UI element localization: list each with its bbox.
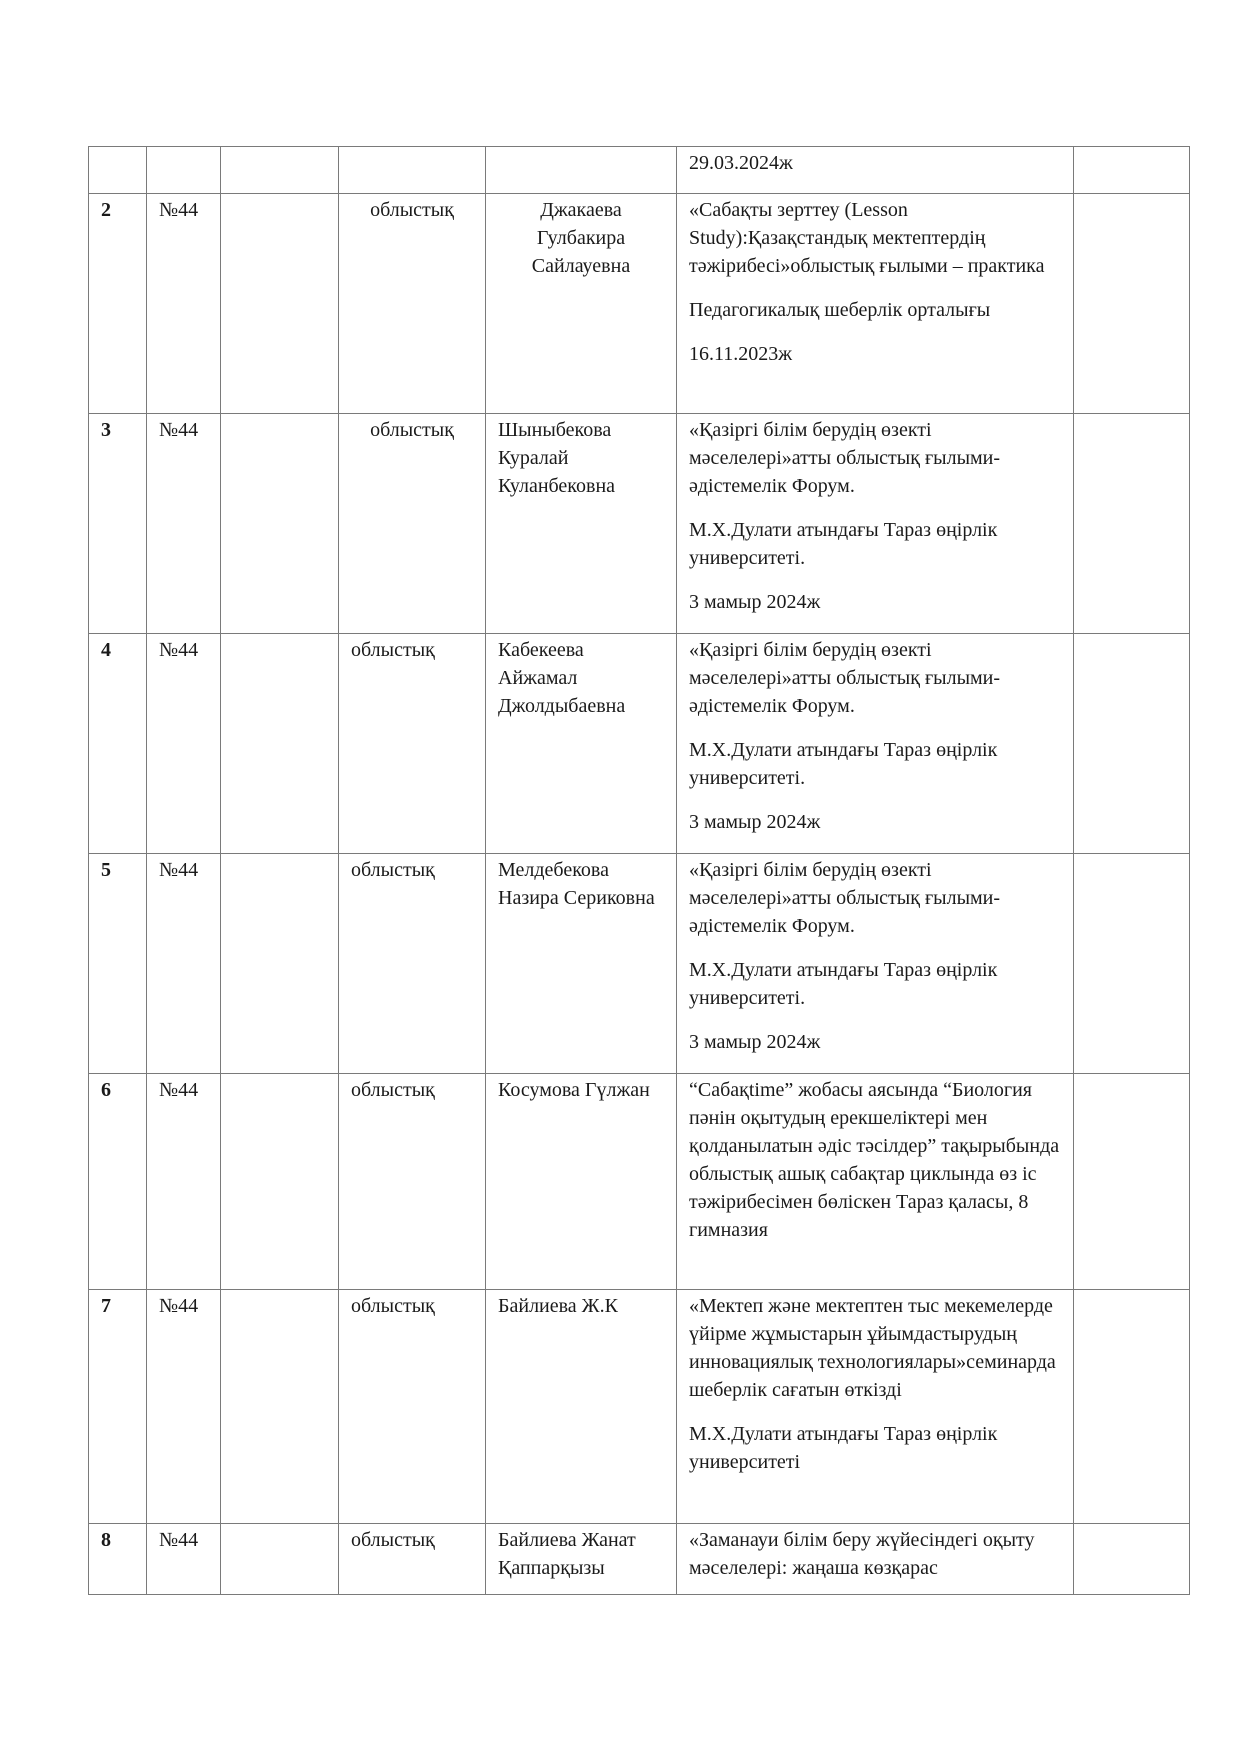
event-cell: [677, 1290, 1074, 1524]
note-cell: [1074, 854, 1190, 1074]
event-line: «Сабақты зерттеу (Lesson Study):Қазақстандық мектептердің тәжірибесі»облыстық ғылыми – практика: [689, 199, 1045, 277]
level-cell: облыстық: [339, 194, 486, 414]
participant-name-cell: [486, 147, 677, 194]
participant-name-cell: Шыныбекова Куралай Куланбековна: [486, 414, 677, 634]
event-cell: [677, 414, 1074, 634]
level-cell: облыстық: [339, 1290, 486, 1524]
row-number-cell: 8: [89, 1524, 147, 1595]
level-cell: [339, 147, 486, 194]
row-number-cell: 3: [89, 414, 147, 634]
blank-cell: [221, 194, 339, 414]
school-cell: №44: [147, 634, 221, 854]
row-number-cell: 4: [89, 634, 147, 854]
table-row: [89, 414, 1190, 634]
event-line: М.Х.Дулати атындағы Тараз өңірлік университеті.: [689, 519, 998, 569]
table-row: [89, 1074, 1190, 1290]
school-cell: [147, 147, 221, 194]
event-line: М.Х.Дулати атындағы Тараз өңірлік университеті.: [689, 959, 998, 1009]
event-line: 3 мамыр 2024ж: [689, 1031, 821, 1053]
participants-table: [88, 146, 1190, 1595]
level-cell: облыстық: [339, 1524, 486, 1595]
participant-name-cell: Байлиева Ж.К: [486, 1290, 677, 1524]
table-row: [89, 1290, 1190, 1524]
blank-cell: [221, 147, 339, 194]
event-line: 3 мамыр 2024ж: [689, 591, 821, 613]
level-cell: облыстық: [339, 634, 486, 854]
event-cell: [677, 194, 1074, 414]
event-line: 16.11.2023ж: [689, 343, 793, 365]
note-cell: [1074, 147, 1190, 194]
table-row: [89, 634, 1190, 854]
row-number-cell: 5: [89, 854, 147, 1074]
school-cell: №44: [147, 414, 221, 634]
level-cell: облыстық: [339, 1074, 486, 1290]
school-cell: №44: [147, 1074, 221, 1290]
event-cell: [677, 854, 1074, 1074]
table-row: [89, 147, 1190, 194]
note-cell: [1074, 194, 1190, 414]
event-line: «Қазіргі білім берудің өзекті мәселелері»атты облыстық ғылыми-әдістемелік Форум.: [689, 419, 1001, 497]
school-cell: №44: [147, 194, 221, 414]
event-line: М.Х.Дулати атындағы Тараз өңірлік университеті.: [689, 739, 998, 789]
row-number-cell: [89, 147, 147, 194]
note-cell: [1074, 414, 1190, 634]
event-line: «Қазіргі білім берудің өзекті мәселелері»атты облыстық ғылыми-әдістемелік Форум.: [689, 639, 1001, 717]
row-number-cell: 6: [89, 1074, 147, 1290]
participant-name-cell: Байлиева Жанат Қаппарқызы: [486, 1524, 677, 1595]
blank-cell: [221, 634, 339, 854]
level-cell: облыстық: [339, 414, 486, 634]
blank-cell: [221, 414, 339, 634]
participant-name-cell: Мелдебекова Назира Сериковна: [486, 854, 677, 1074]
note-cell: [1074, 1290, 1190, 1524]
table-row: [89, 854, 1190, 1074]
blank-cell: [221, 1074, 339, 1290]
table-row: [89, 194, 1190, 414]
participant-name-cell: Кабекеева Айжамал Джолдыбаевна: [486, 634, 677, 854]
event-line: М.Х.Дулати атындағы Тараз өңірлік университеті: [689, 1423, 998, 1473]
event-line: «Заманауи білім беру жүйесіндегі оқыту мәселелері: жаңаша көзқарас: [689, 1529, 1035, 1579]
row-number-cell: 2: [89, 194, 147, 414]
note-cell: [1074, 1524, 1190, 1595]
blank-cell: [221, 1290, 339, 1524]
event-line: 3 мамыр 2024ж: [689, 811, 821, 833]
event-cell: [677, 1074, 1074, 1290]
blank-cell: [221, 854, 339, 1074]
table-row: [89, 1524, 1190, 1595]
row-number-cell: 7: [89, 1290, 147, 1524]
school-cell: №44: [147, 854, 221, 1074]
note-cell: [1074, 1074, 1190, 1290]
participant-name-cell: Джакаева Гулбакира Сайлауевна: [486, 194, 677, 414]
school-cell: №44: [147, 1290, 221, 1524]
event-cell: [677, 147, 1074, 194]
event-line: “Сабақtime” жобасы аясында “Биология пәнін оқытудың ерекшеліктері мен қолданылатын әдіс тәсілдер” тақырыбында облыстық ашық сабақтар циклында өз іс тәжірибесімен бөліскен Тараз қаласы, 8 гимназия: [689, 1079, 1060, 1241]
event-cell: [677, 634, 1074, 854]
participant-name-cell: Косумова Гүлжан: [486, 1074, 677, 1290]
school-cell: №44: [147, 1524, 221, 1595]
event-line: «Мектеп және мектептен тыс мекемелерде үйірме жұмыстарын ұйымдастырудың инновациялық технологиялары»семинарда шеберлік сағатын өткізді: [689, 1295, 1056, 1401]
event-line: «Қазіргі білім берудің өзекті мәселелері»атты облыстық ғылыми-әдістемелік Форум.: [689, 859, 1001, 937]
blank-cell: [221, 1524, 339, 1595]
event-line: Педагогикалық шеберлік орталығы: [689, 299, 991, 321]
event-cell: [677, 1524, 1074, 1595]
event-line: 29.03.2024ж: [689, 152, 793, 174]
note-cell: [1074, 634, 1190, 854]
level-cell: облыстық: [339, 854, 486, 1074]
